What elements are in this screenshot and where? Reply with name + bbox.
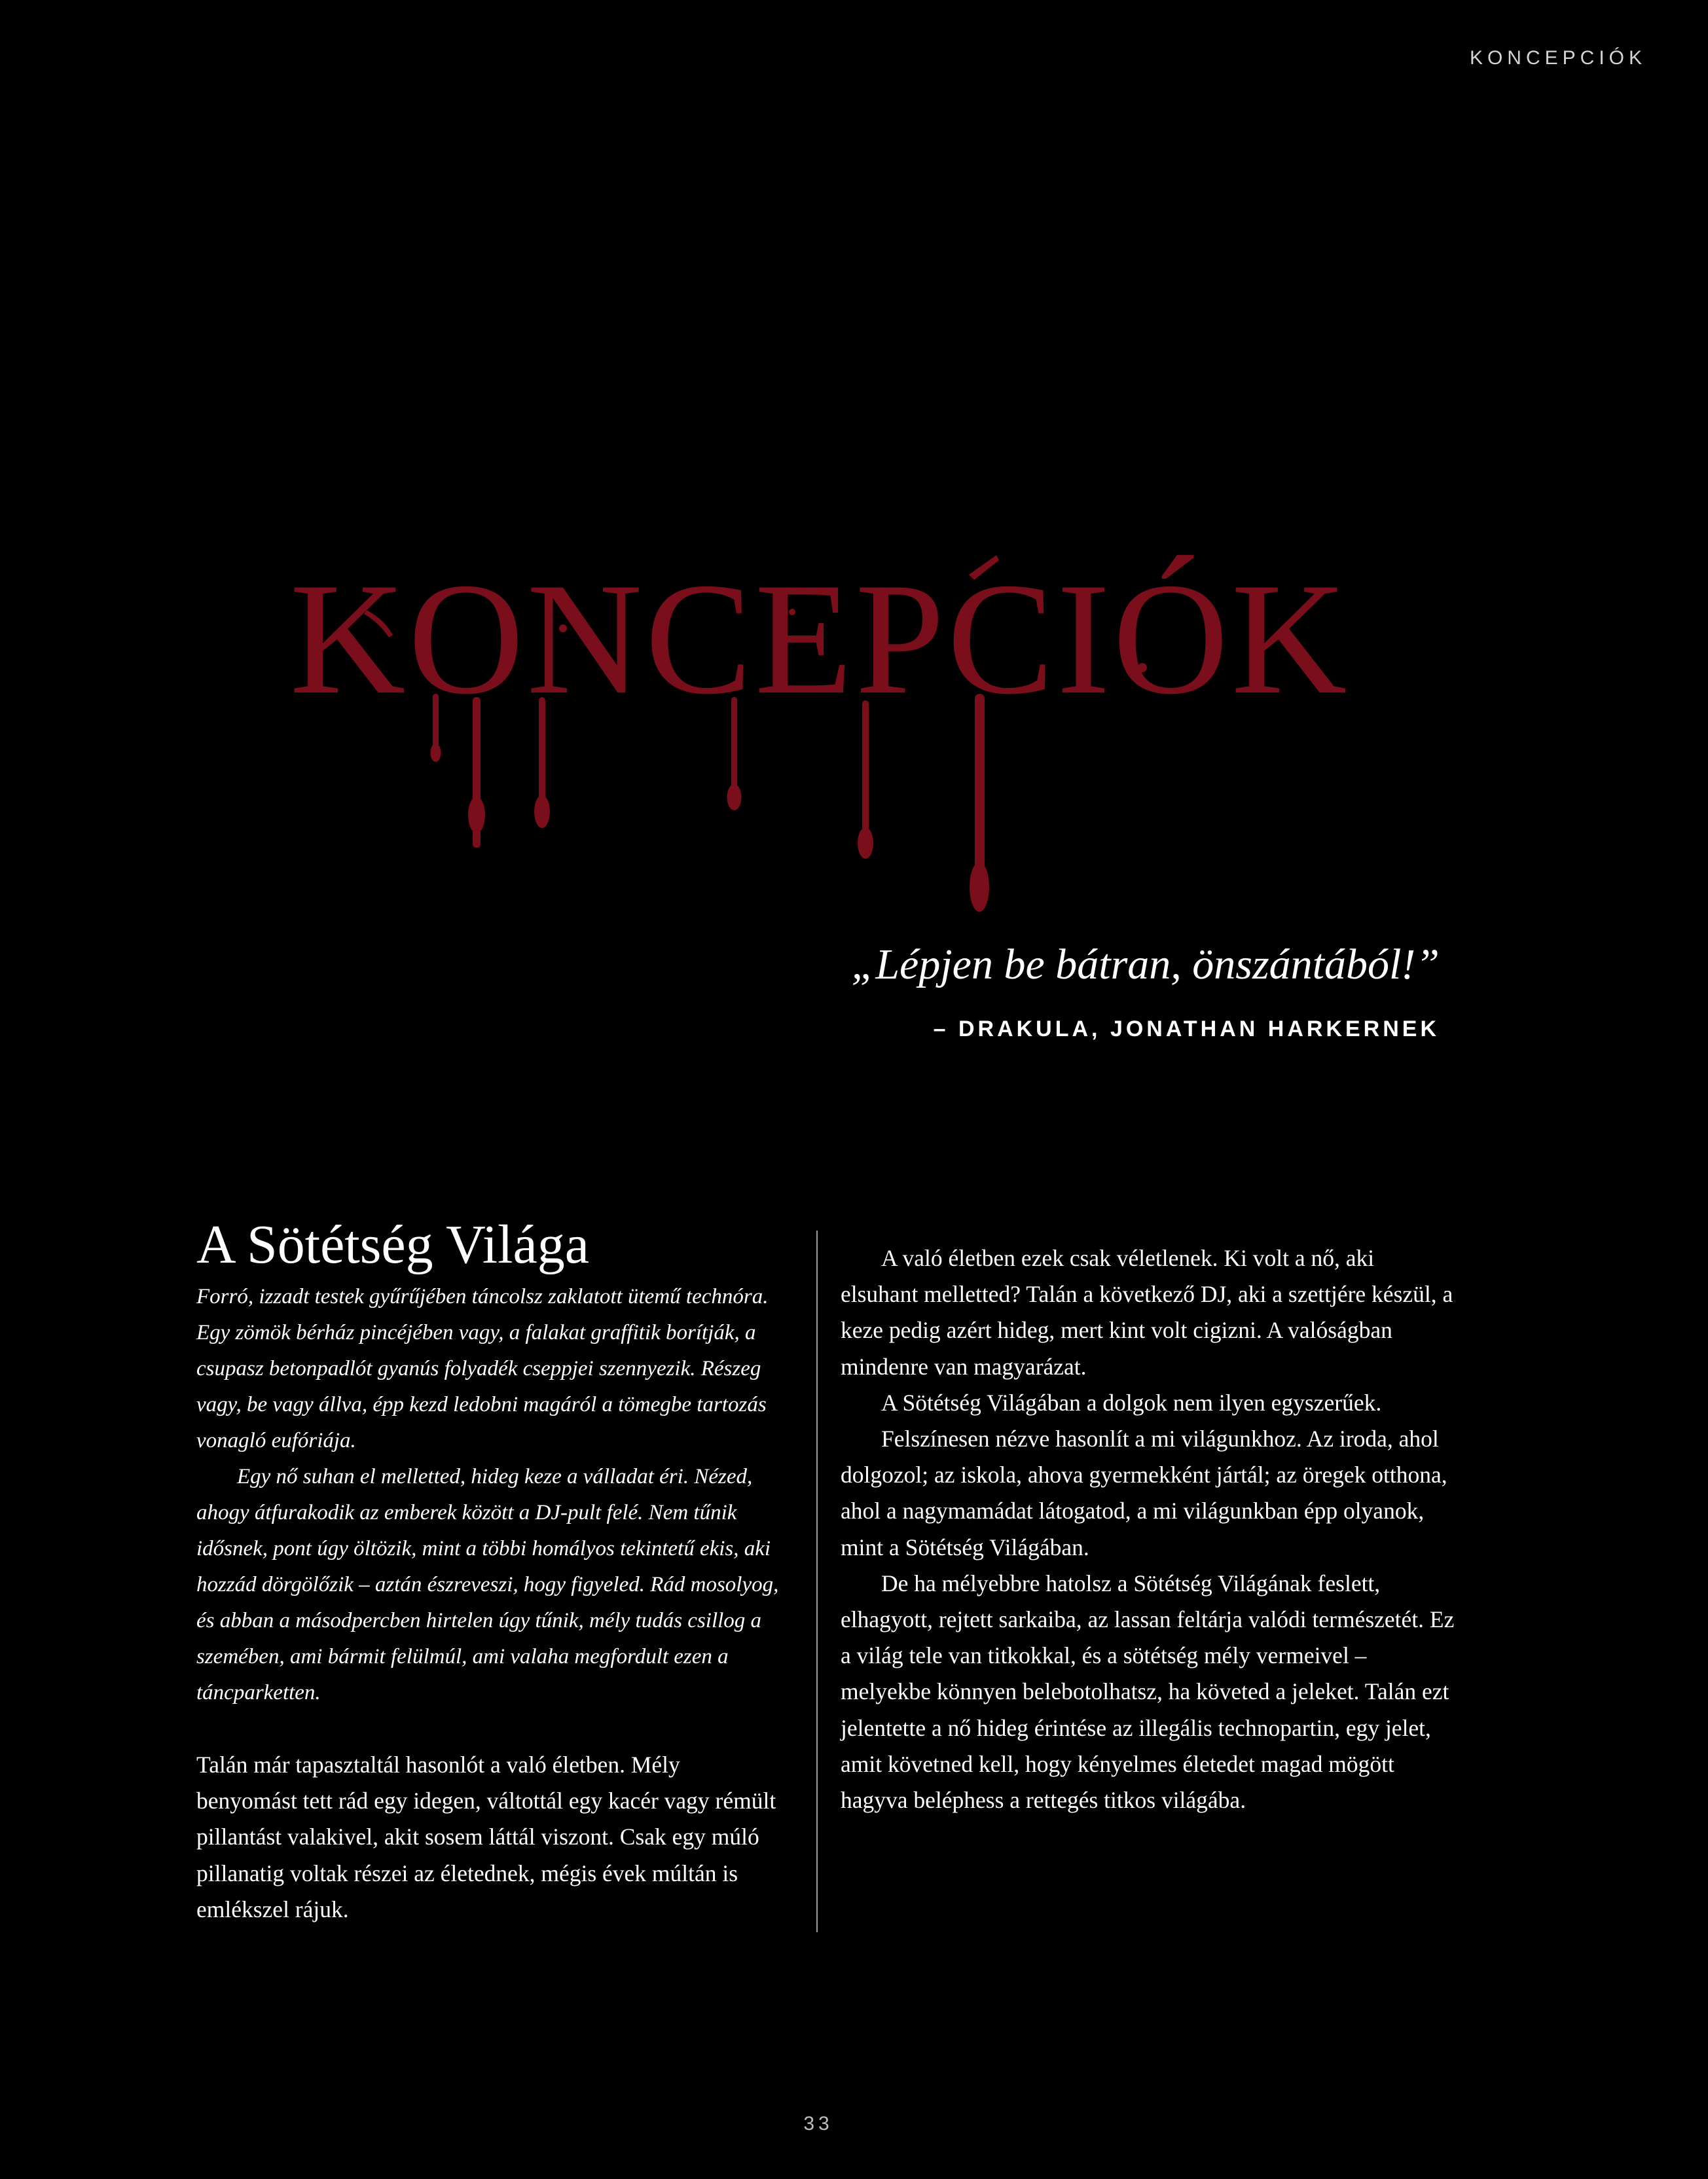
intro-text bbox=[196, 1279, 786, 1711]
intro-paragraph: Egy nő suhan el melletted, hideg keze a válladat éri. Nézed, ahogy átfurakodik az emberek között a DJ-pult felé. Nem tűnik idősnek, pont úgy öltözik, mint a többi homályos tekintetű ekis, aki hozzád dörgölőzik – aztán észreveszi, hogy figyeled. Rád mosolyog, és abban a másodpercben hirtelen úgy tűnik, mély tudás csillog a szemében, ami bármit felülmúl, ami valaha megfordult ezen a táncparketten. bbox=[196, 1465, 779, 1704]
left-column bbox=[196, 1214, 786, 1928]
article-heading: A Sötétség Világa bbox=[196, 1214, 590, 1275]
right-body-text bbox=[841, 1240, 1456, 1818]
title-text: KONCEPCIÓK bbox=[289, 550, 1350, 727]
column-divider bbox=[816, 1231, 818, 1932]
body-paragraph: De ha mélyebbre hatolsz a Sötétség Világának feslett, elhagyott, rejtett sarkaiba, az lassan feltárja valódi természetét. Ez a világ tele van titkokkal, és a sötétség mély vermeivel – melyekbe könnyen belebotolhatsz, ha követed a jeleket. Talán ezt jelentette a nő hideg érintése az illegális technopartin, egy jelet, amit követned kell, hogy kényelmes életedet magad mögött hagyva beléphess a rettegés titkos világába. bbox=[841, 1570, 1455, 1814]
left-body-text bbox=[196, 1747, 786, 1928]
intro-paragraph: Forró, izzadt testek gyűrűjében táncolsz zaklatott ütemű technóra. Egy zömök bérház pincéjében vagy, a falakat graffitik borítják, a csupasz betonpadlót gyanús folyadék cseppjei szennyezik. Részeg vagy, be vagy állva, épp kezd ledobni magáról a tömegbe tartozás vonagló eufóriája. bbox=[196, 1285, 769, 1452]
right-column bbox=[841, 1240, 1456, 1818]
running-header: KONCEPCIÓK bbox=[1469, 47, 1646, 69]
page-number: 33 bbox=[803, 2113, 833, 2134]
dripping-title-graphic bbox=[0, 550, 1708, 936]
quote-text: „Lépjen be bátran, önszántából!” bbox=[851, 941, 1440, 988]
body-paragraph: Felszínesen nézve hasonlít a mi világunkhoz. Az iroda, ahol dolgozol; az iskola, ahova gyermekként jártál; az öregek otthona, ahol a nagymamádat látogatod, a mi világunkban épp olyanok, mint a Sötétség Világában. bbox=[841, 1426, 1447, 1560]
title-block bbox=[0, 550, 1708, 936]
body-paragraph: A való életben ezek csak véletlenek. Ki volt a nő, aki elsuhant melletted? Talán a következő DJ, aki a szettjére készül, a keze pedig azért hideg, mert kint volt cigizni. A valóságban mindenre van magyarázat. bbox=[841, 1245, 1453, 1380]
body-paragraph: A Sötétség Világában a dolgok nem ilyen egyszerűek. bbox=[881, 1389, 1382, 1416]
body-paragraph: Talán már tapasztaltál hasonlót a való életben. Mély benyomást tett rád egy idegen, váltottál egy kacér vagy rémült pillantást valakivel, akit sosem láttál viszont. Csak egy múló pillanatig voltak részei az életednek, mégis évek múltán is emlékszel rájuk. bbox=[196, 1752, 776, 1922]
quote-attribution: – DRAKULA, JONATHAN HARKERNEK bbox=[933, 1016, 1440, 1041]
epigraph bbox=[852, 941, 1440, 1042]
